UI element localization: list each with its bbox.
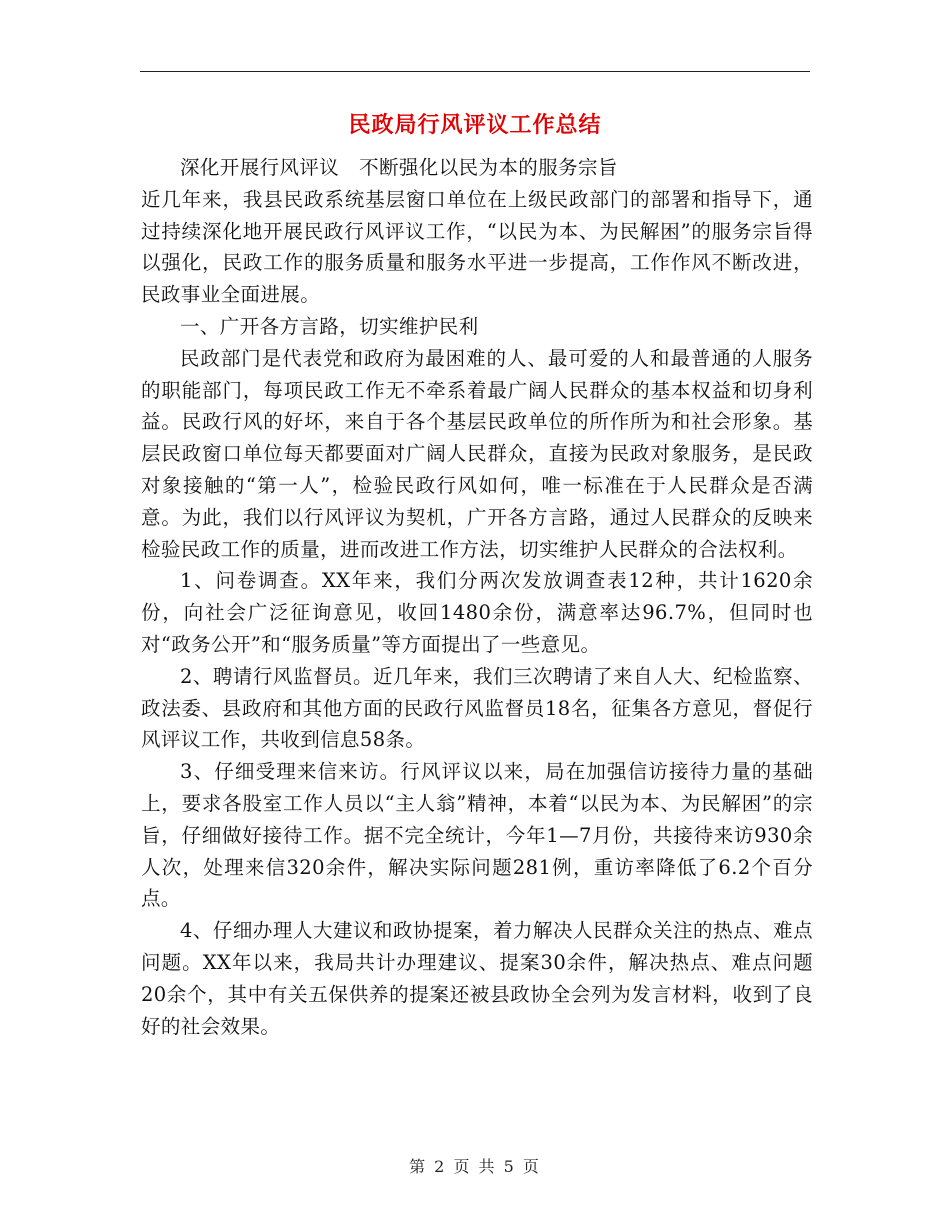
header-rule <box>140 71 810 72</box>
paragraph-subtitle: 深化开展行风评议 不断强化以民为本的服务宗旨 <box>180 156 618 179</box>
list-item-supervisors: 2、聘请行风监督员。近几年来，我们三次聘请了来自人大、纪检监察、政法委、县政府和其他方面的民政行风监督员18名，征集各方意见，督促行风评议工作，共收到信息58条。 <box>141 664 813 752</box>
document-body <box>141 152 813 1042</box>
list-item-petitions: 3、仔细受理来信来访。行风评议以来，局在加强信访接待力量的基础上，要求各股室工作人员以“主人翁”精神，本着“以民为本、为民解困”的宗旨，仔细做好接待工作。据不完全统计，今年1—7月份，共接待来访930余人次，处理来信320余件，解决实际问题281例，重访率降低了6.2个百分点。 <box>141 760 813 911</box>
document-title: 民政局行风评议工作总结 <box>348 112 602 138</box>
page-number-footer: 第 2 页 共 5 页 <box>409 1157 541 1176</box>
section-heading: 一、广开各方言路，切实维护民利 <box>180 314 479 338</box>
paragraph: 民政部门是代表党和政府为最困难的人、最可爱的人和最普通的人服务的职能部门，每项民政工作无不牵系着最广阔人民群众的基本权益和切身利益。民政行风的好坏，来自于各个基层民政单位的所作所为和社会形象。基层民政窗口单位每天都要面对广阔人民群众，直接为民政对象服务，是民政对象接触的“第一人”，检验民政行风如何，唯一标准在于人民群众是否满意。为此，我们以行风评议为契机，广开各方言路，通过人民群众的反映来检验民政工作的质量，进而改进工作方法，切实维护人民群众的合法权利。 <box>141 346 813 561</box>
list-item-proposals: 4、仔细办理人大建议和政协提案，着力解决人民群众关注的热点、难点问题。XX年以来，我局共计办理建议、提案30余件，解决热点、难点问题20余个，其中有关五保供养的提案还被县政协全会列为发言材料，收到了良好的社会效果。 <box>141 919 813 1038</box>
list-item-survey: 1、问卷调查。XX年来，我们分两次发放调查表12种，共计1620余份，向社会广泛征询意见，收回1480余份，满意率达96.7%，但同时也对“政务公开”和“服务质量”等方面提出了一些意见。 <box>141 569 813 656</box>
paragraph-intro: 近几年来，我县民政系统基层窗口单位在上级民政部门的部署和指导下，通过持续深化地开展民政行风评议工作，“以民为本、为民解困”的服务宗旨得以强化，民政工作的服务质量和服务水平进一步提高，工作作风不断改进，民政事业全面进展。 <box>141 187 813 307</box>
